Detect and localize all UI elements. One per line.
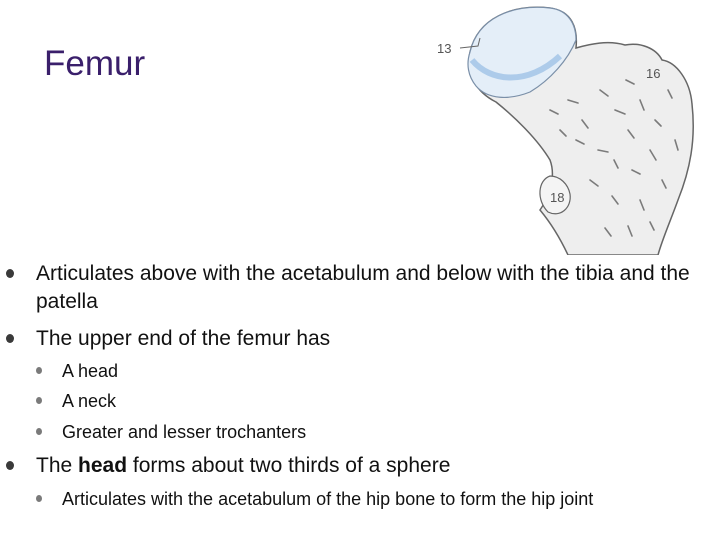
sub-bullet-text: A head	[62, 361, 119, 381]
bullet-text-prefix: The	[36, 454, 79, 477]
sub-bullet-dot-icon	[36, 367, 42, 374]
bullet-dot-icon	[6, 269, 14, 278]
bullet-item	[36, 325, 716, 353]
figure-label-16: 16	[646, 66, 661, 81]
slide-title: Femur	[44, 44, 146, 83]
sub-bullet-text: Greater and lesser trochanters	[62, 422, 307, 442]
sub-bullet-item	[62, 359, 712, 383]
bullet-dot-icon	[6, 461, 14, 470]
figure-label-13: 13	[437, 41, 452, 56]
bullet-dot-icon	[6, 334, 14, 343]
sub-bullet-item	[62, 487, 712, 511]
figure-label-18: 18	[550, 190, 565, 205]
sub-bullet-text: Articulates with the acetabulum of the hip bone to form the hip joint	[62, 489, 594, 509]
sub-bullet-item	[62, 389, 712, 413]
sub-bullet-text: A neck	[62, 391, 117, 411]
sub-bullet-dot-icon	[36, 495, 42, 502]
bullet-item	[36, 260, 716, 316]
femur-illustration	[400, 0, 720, 255]
bullet-text: Articulates above with the acetabulum and below with the tibia and the patella	[36, 262, 690, 313]
bullet-text-suffix: forms about two thirds of a sphere	[127, 454, 451, 477]
bullet-text: The upper end of the femur has	[36, 327, 331, 350]
bullet-text-bold: head	[78, 454, 128, 477]
sub-bullet-dot-icon	[36, 397, 42, 404]
sub-bullet-dot-icon	[36, 428, 42, 435]
bullet-item	[36, 452, 716, 480]
sub-bullet-item	[62, 420, 712, 444]
